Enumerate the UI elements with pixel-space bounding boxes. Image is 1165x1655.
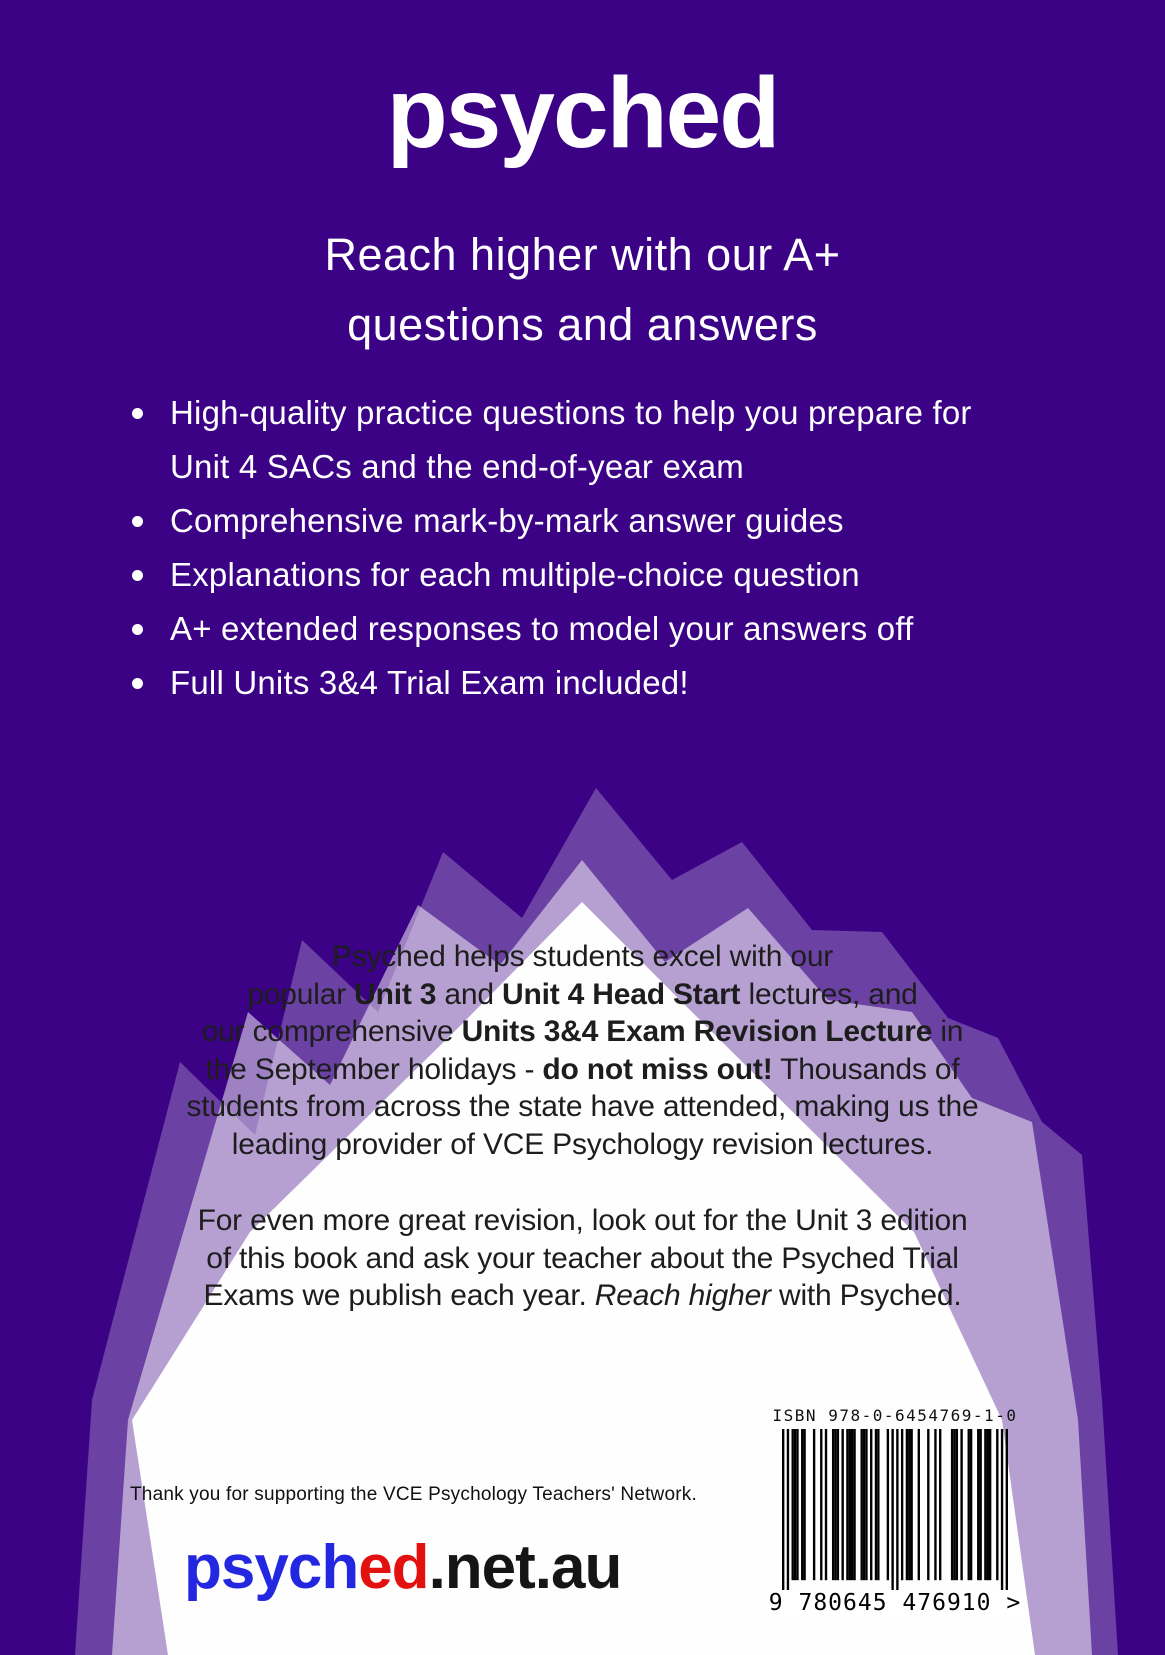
text-line [50, 1277, 1115, 1315]
text-segment: Unit 3 [354, 977, 437, 1011]
text-segment: and [436, 977, 503, 1011]
text-segment: For even more great revision, look out for the Unit 3 edition [197, 1204, 968, 1237]
brand-logo: psyched [386, 57, 779, 169]
text-line [50, 1088, 1115, 1126]
bullet-text: Comprehensive mark-by-mark answer guides [170, 502, 844, 539]
text-line [50, 1013, 1115, 1051]
ean-barcode [782, 1429, 1008, 1597]
site-logo [184, 1532, 621, 1603]
text-segment: in [932, 1015, 964, 1048]
text-line [50, 976, 1115, 1014]
thanks-note: Thank you for supporting the VCE Psychology Teachers' Network. [130, 1484, 697, 1505]
isbn-label: ISBN 978-0-6454769-1-0 [772, 1406, 1018, 1425]
text-segment: our comprehensive [201, 1015, 462, 1048]
text-segment: students from across the state have attended, making us the [186, 1090, 979, 1123]
text-segment: of this book and ask your teacher about the Psyched Trial [206, 1241, 959, 1275]
barcode-block [742, 1406, 1048, 1616]
text-segment: Reach higher [594, 1279, 771, 1312]
text-segment: lectures, and [740, 977, 918, 1011]
site-part-netau: .net.au [428, 1533, 622, 1602]
bullet-text: Full Units 3&4 Trial Exam included! [170, 664, 689, 701]
tagline-line2: questions and answers [347, 299, 818, 350]
site-part-ed: ed [358, 1533, 429, 1602]
text-segment: with Psyched. [770, 1279, 962, 1312]
bullet-text: High-quality practice questions to help you prepare for Unit 4 SACs and the end-of-year exam [170, 394, 972, 485]
text-segment: Psyched helps students excel with our [331, 940, 834, 973]
text-segment: Unit 4 Head Start [502, 977, 741, 1011]
text-segment: Units 3&4 Exam Revision Lecture [461, 1015, 933, 1048]
text-segment: Thousands of [772, 1052, 960, 1086]
bullet-text: Explanations for each multiple-choice question [170, 556, 860, 593]
text-segment: do not miss out! [542, 1052, 773, 1086]
text-line [50, 938, 1115, 976]
about-paragraph-1 [50, 938, 1115, 1163]
text-segment: Exams we publish each year. [203, 1279, 595, 1312]
text-line [50, 1202, 1115, 1240]
barcode-digits: 9 780645 476910 > [766, 1590, 1024, 1616]
text-segment: the September holidays - [205, 1052, 543, 1086]
text-line [50, 1126, 1115, 1164]
text-line [50, 1240, 1115, 1278]
bullet-text: A+ extended responses to model your answers off [170, 610, 914, 647]
text-segment: popular [247, 977, 355, 1011]
site-part-psych: psych [184, 1533, 359, 1602]
text-segment: leading provider of VCE Psychology revision lectures. [231, 1127, 934, 1161]
about-paragraph-2 [50, 1202, 1115, 1315]
tagline-line1: Reach higher with our A+ [324, 229, 841, 280]
text-line [50, 1051, 1115, 1089]
